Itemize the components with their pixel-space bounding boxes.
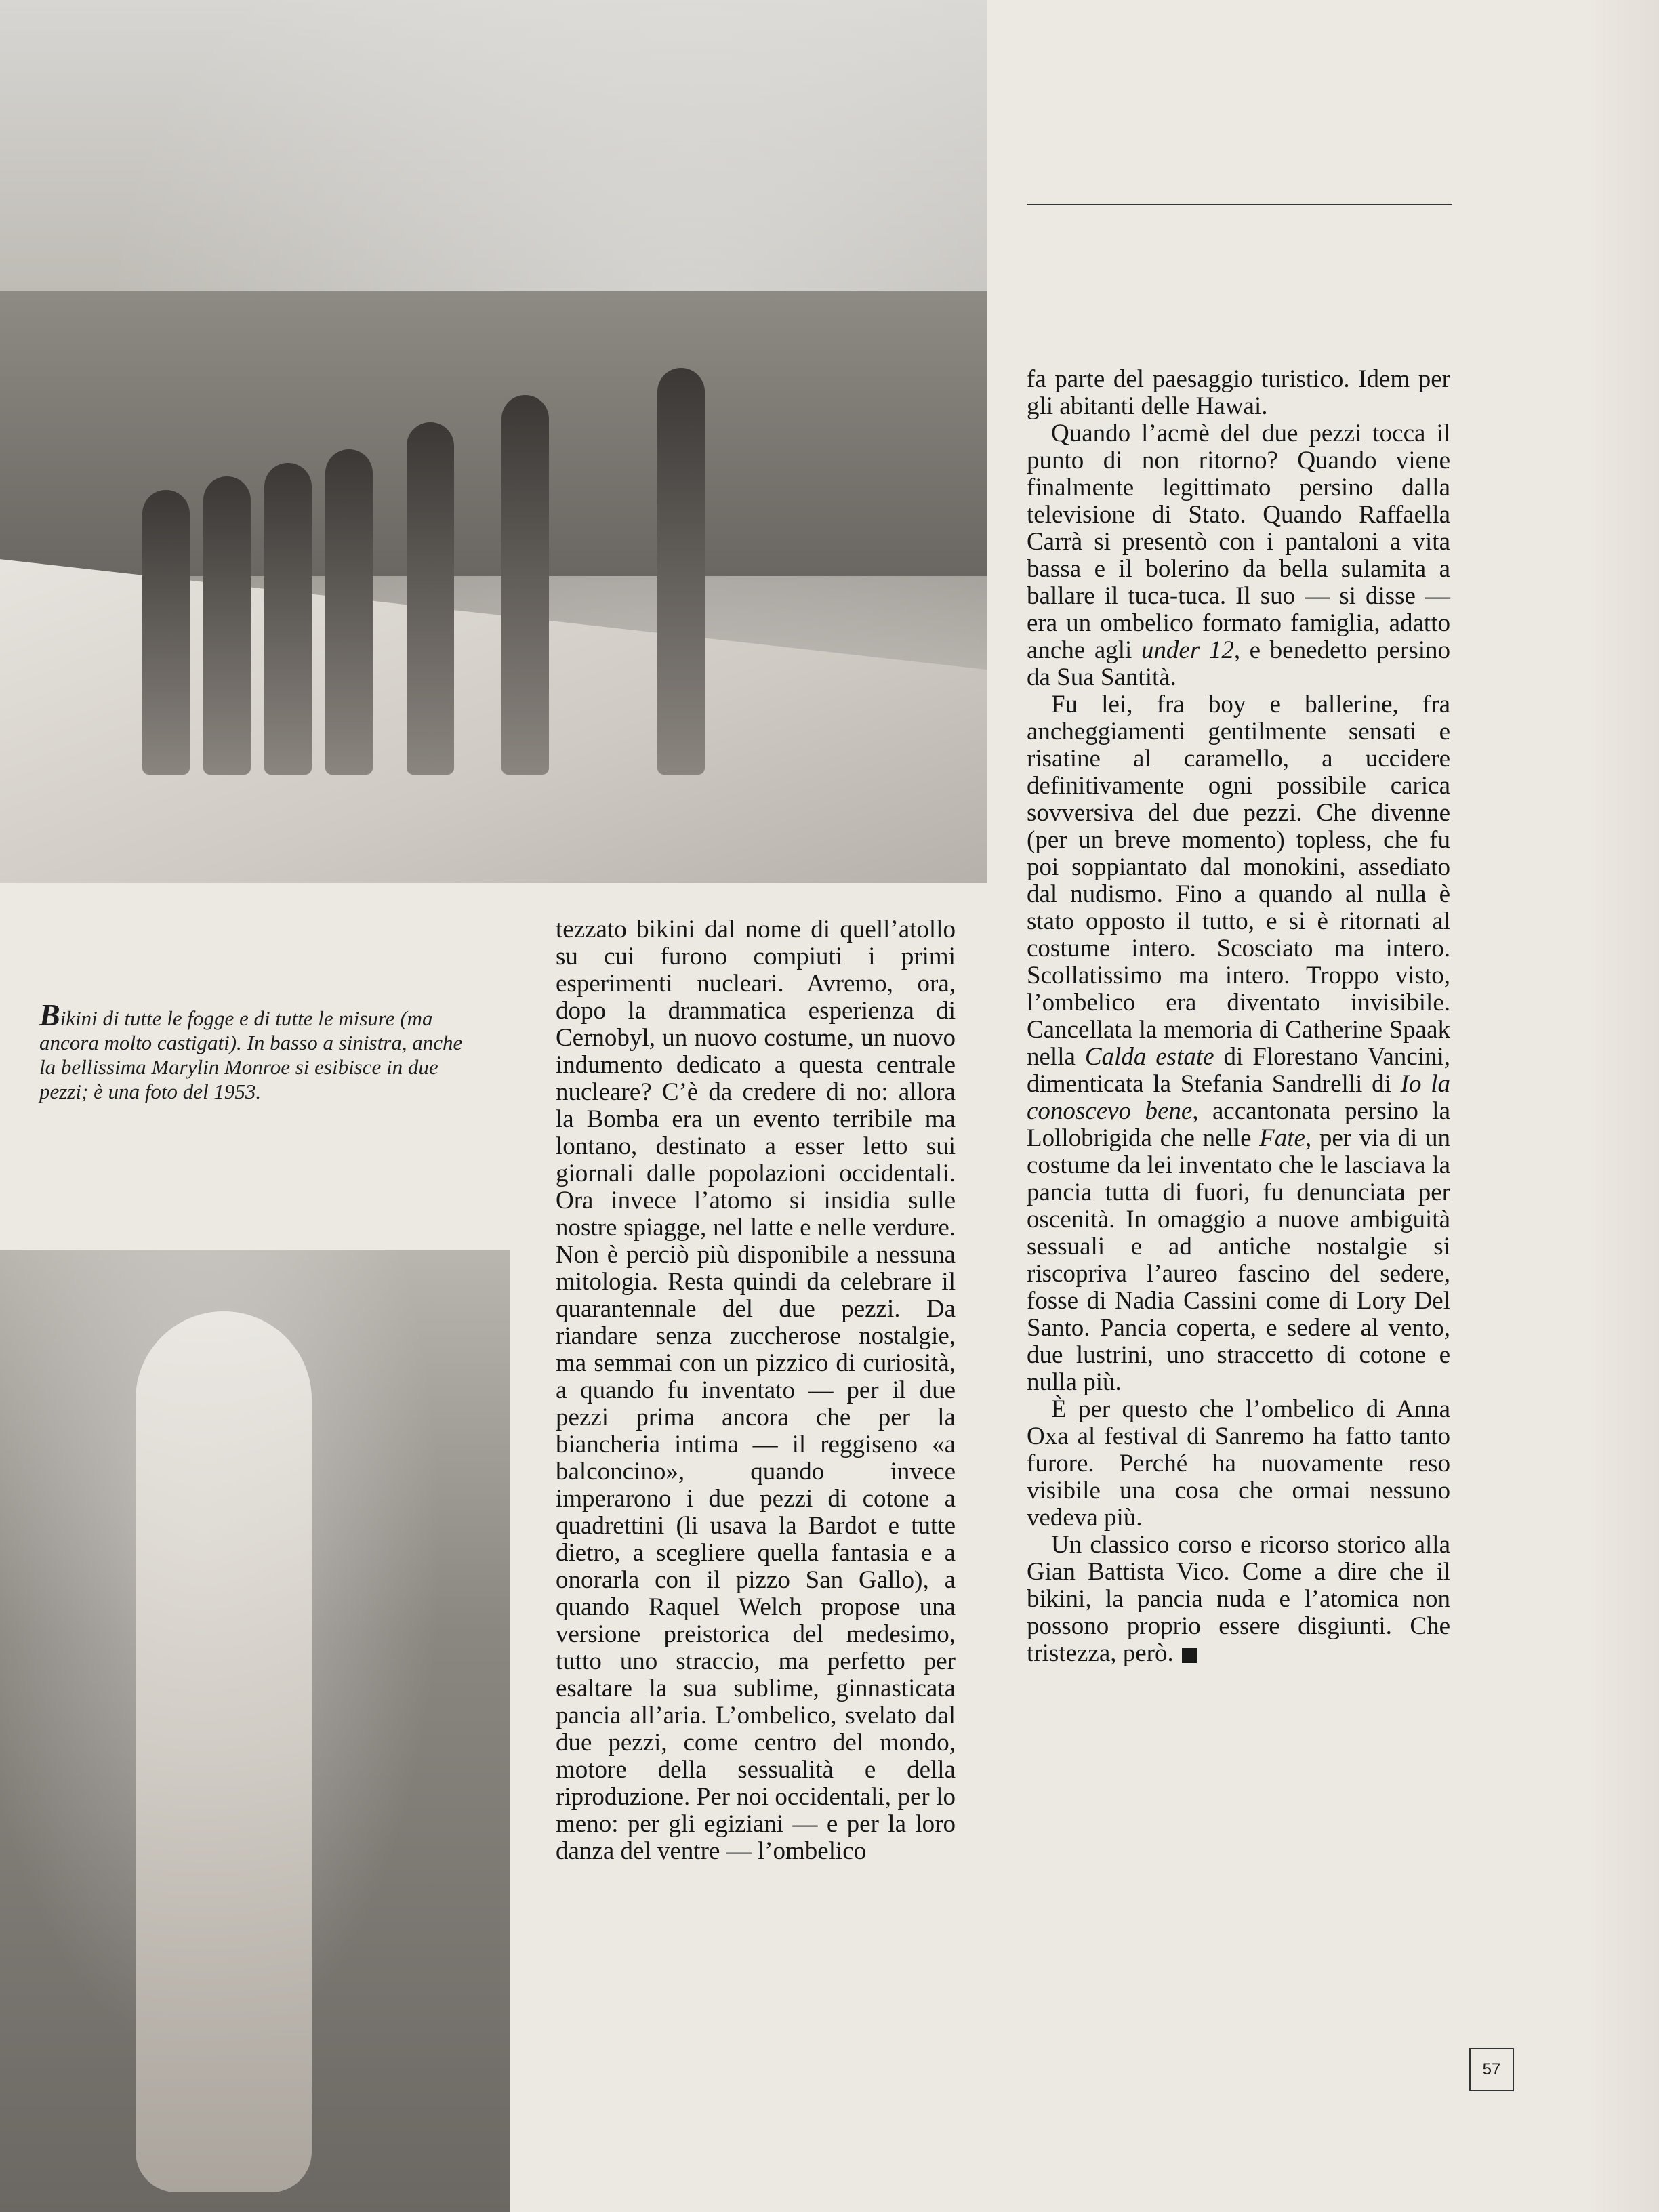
text-run: , accantonata persino la Lollobrigida che nelle [1027, 1097, 1451, 1152]
italic-text: Fate [1259, 1124, 1305, 1152]
text-column-middle [556, 916, 956, 1865]
text-column-right [1027, 366, 1450, 1667]
text-run: Un classico corso e ricorso storico alla Gian Battista Vico. Come a dire che il bikini, la pancia nuda e l’atomica non possono proprio essere disgiunti. Che tristezza, però. [1027, 1531, 1450, 1667]
bottom-photo [0, 1250, 510, 2212]
body-paragraph: fa parte del paesaggio turistico. Idem per gli abitanti delle Hawai. [1027, 365, 1450, 420]
body-paragraph [1027, 420, 1450, 691]
caption-text: ikini di tutte le fogge e di tutte le misure (ma ancora molto castigati). In basso a sinistra, anche la bellissima Marylin Monroe si esibisce in due pezzi; è una foto del 1953. [39, 1006, 463, 1103]
text-run: Quando l’acmè del due pezzi tocca il punto di non ritorno? Quando viene finalmente legittimato persino dalla televisione di Stato. Quando Raffaella Carrà si presentò con i pantaloni a vita bassa e il bolerino da bella sulamita a ballare il tuca-tuca. Il suo — si disse — era un ombelico formato famiglia, adatto anche agli [1027, 419, 1450, 664]
figure-silhouette [264, 463, 312, 775]
figure-silhouette [203, 476, 251, 775]
caption-initial: B [39, 998, 60, 1032]
figure-silhouette [657, 368, 705, 775]
text-run: di Florestano Vancini, dimenticata la Stefania Sandrelli di [1027, 1043, 1451, 1098]
text-run: , per via di un costume da lei inventato che le lasciava la pancia tutta di fuori, fu denunciata per oscenità. In omaggio a nuove ambiguità sessuali e ad antiche nostalgie si riscopriva l’aureo fascino del sedere, fosse di Nadia Cassini come di Lory Del Santo. Pancia coperta, e sedere al vento, due lustrini, uno straccetto di cotone e nulla più. [1027, 1124, 1450, 1396]
figure-silhouette [136, 1311, 312, 2192]
body-paragraph [1027, 1532, 1450, 1667]
column-rule [1027, 204, 1452, 205]
photo-caption [39, 998, 480, 1104]
body-paragraph [1027, 691, 1450, 1396]
end-square-icon [1182, 1648, 1197, 1663]
italic-text: under 12 [1141, 636, 1234, 664]
body-paragraph: tezzato bikini dal nome di quell’atollo su cui furono compiuti i primi esperimenti nucleari. Avremo, ora, dopo la drammatica esperienza di Cernobyl, un nuovo costume, un nuovo indumento dedicato a questa centrale nucleare? C’è da credere di no: allora la Bomba era un evento terribile ma lontano, destinato a esser letto sui giornali dalle popolazioni occidentali. Ora invece l’atomo si insidia sulle nostre spiagge, nel latte e nelle verdure. Non è perciò più disponibile a nessuna mitologia. Resta quindi da celebrare il quarantennale del due pezzi. Da riandare senza zuccherose nostalgie, ma semmai con un pizzico di curiosità, a quando fu inventato — per il due pezzi prima ancora che per la biancheria intima — il reggiseno «a balconcino», quando invece imperarono i due pezzi di cotone a quadrettini (li usava la Bardot e tutte dietro, a scegliere quella fantasia e a onorarla con il pizzo San Gallo), a quando Raquel Welch propose una versione preistorica del medesimo, tutto uno straccio, ma perfetto per esaltare la sua sublime, ginnasticata pancia all’aria. L’ombelico, svelato dal due pezzi, come centro del mondo, motore della sessualità e della riproduzione. Per noi occidentali, per lo meno: per gli egiziani — e per la loro danza del ventre — l’ombelico [556, 916, 956, 1865]
italic-text: Calda estate [1084, 1043, 1214, 1071]
page-number: 57 [1469, 2048, 1514, 2091]
body-paragraph: È per questo che l’ombelico di Anna Oxa al festival di Sanremo ha fatto tanto furore. Perché ha nuovamente reso visibile una cosa che ormai nessuno vedeva più. [1027, 1395, 1450, 1532]
page-edge [1586, 0, 1659, 2212]
figure-silhouette [501, 395, 549, 775]
figure-silhouette [142, 490, 190, 775]
text-run: , e benedetto persino da Sua Santità. [1027, 636, 1450, 691]
figure-silhouette [407, 422, 454, 775]
text-run: Fu lei, fra boy e ballerine, fra ancheggiamenti gentilmente sensati e risatine al caramello, a uccidere definitivamente ogni possibile carica sovversiva del due pezzi. Che divenne (per un breve momento) topless, che fu poi soppiantato dal monokini, assediato dal nudismo. Fino a quando al nulla è stato opposto il tutto, e si è ritornati al costume intero. Scosciato ma intero. Scollatissimo ma intero. Troppo visto, l’ombelico era diventato invisibile. Cancellata la memoria di Catherine Spaak nella [1027, 691, 1450, 1071]
top-photo [0, 0, 987, 883]
italic-text: Io la conoscevo bene [1027, 1070, 1450, 1125]
figure-silhouette [325, 449, 373, 775]
